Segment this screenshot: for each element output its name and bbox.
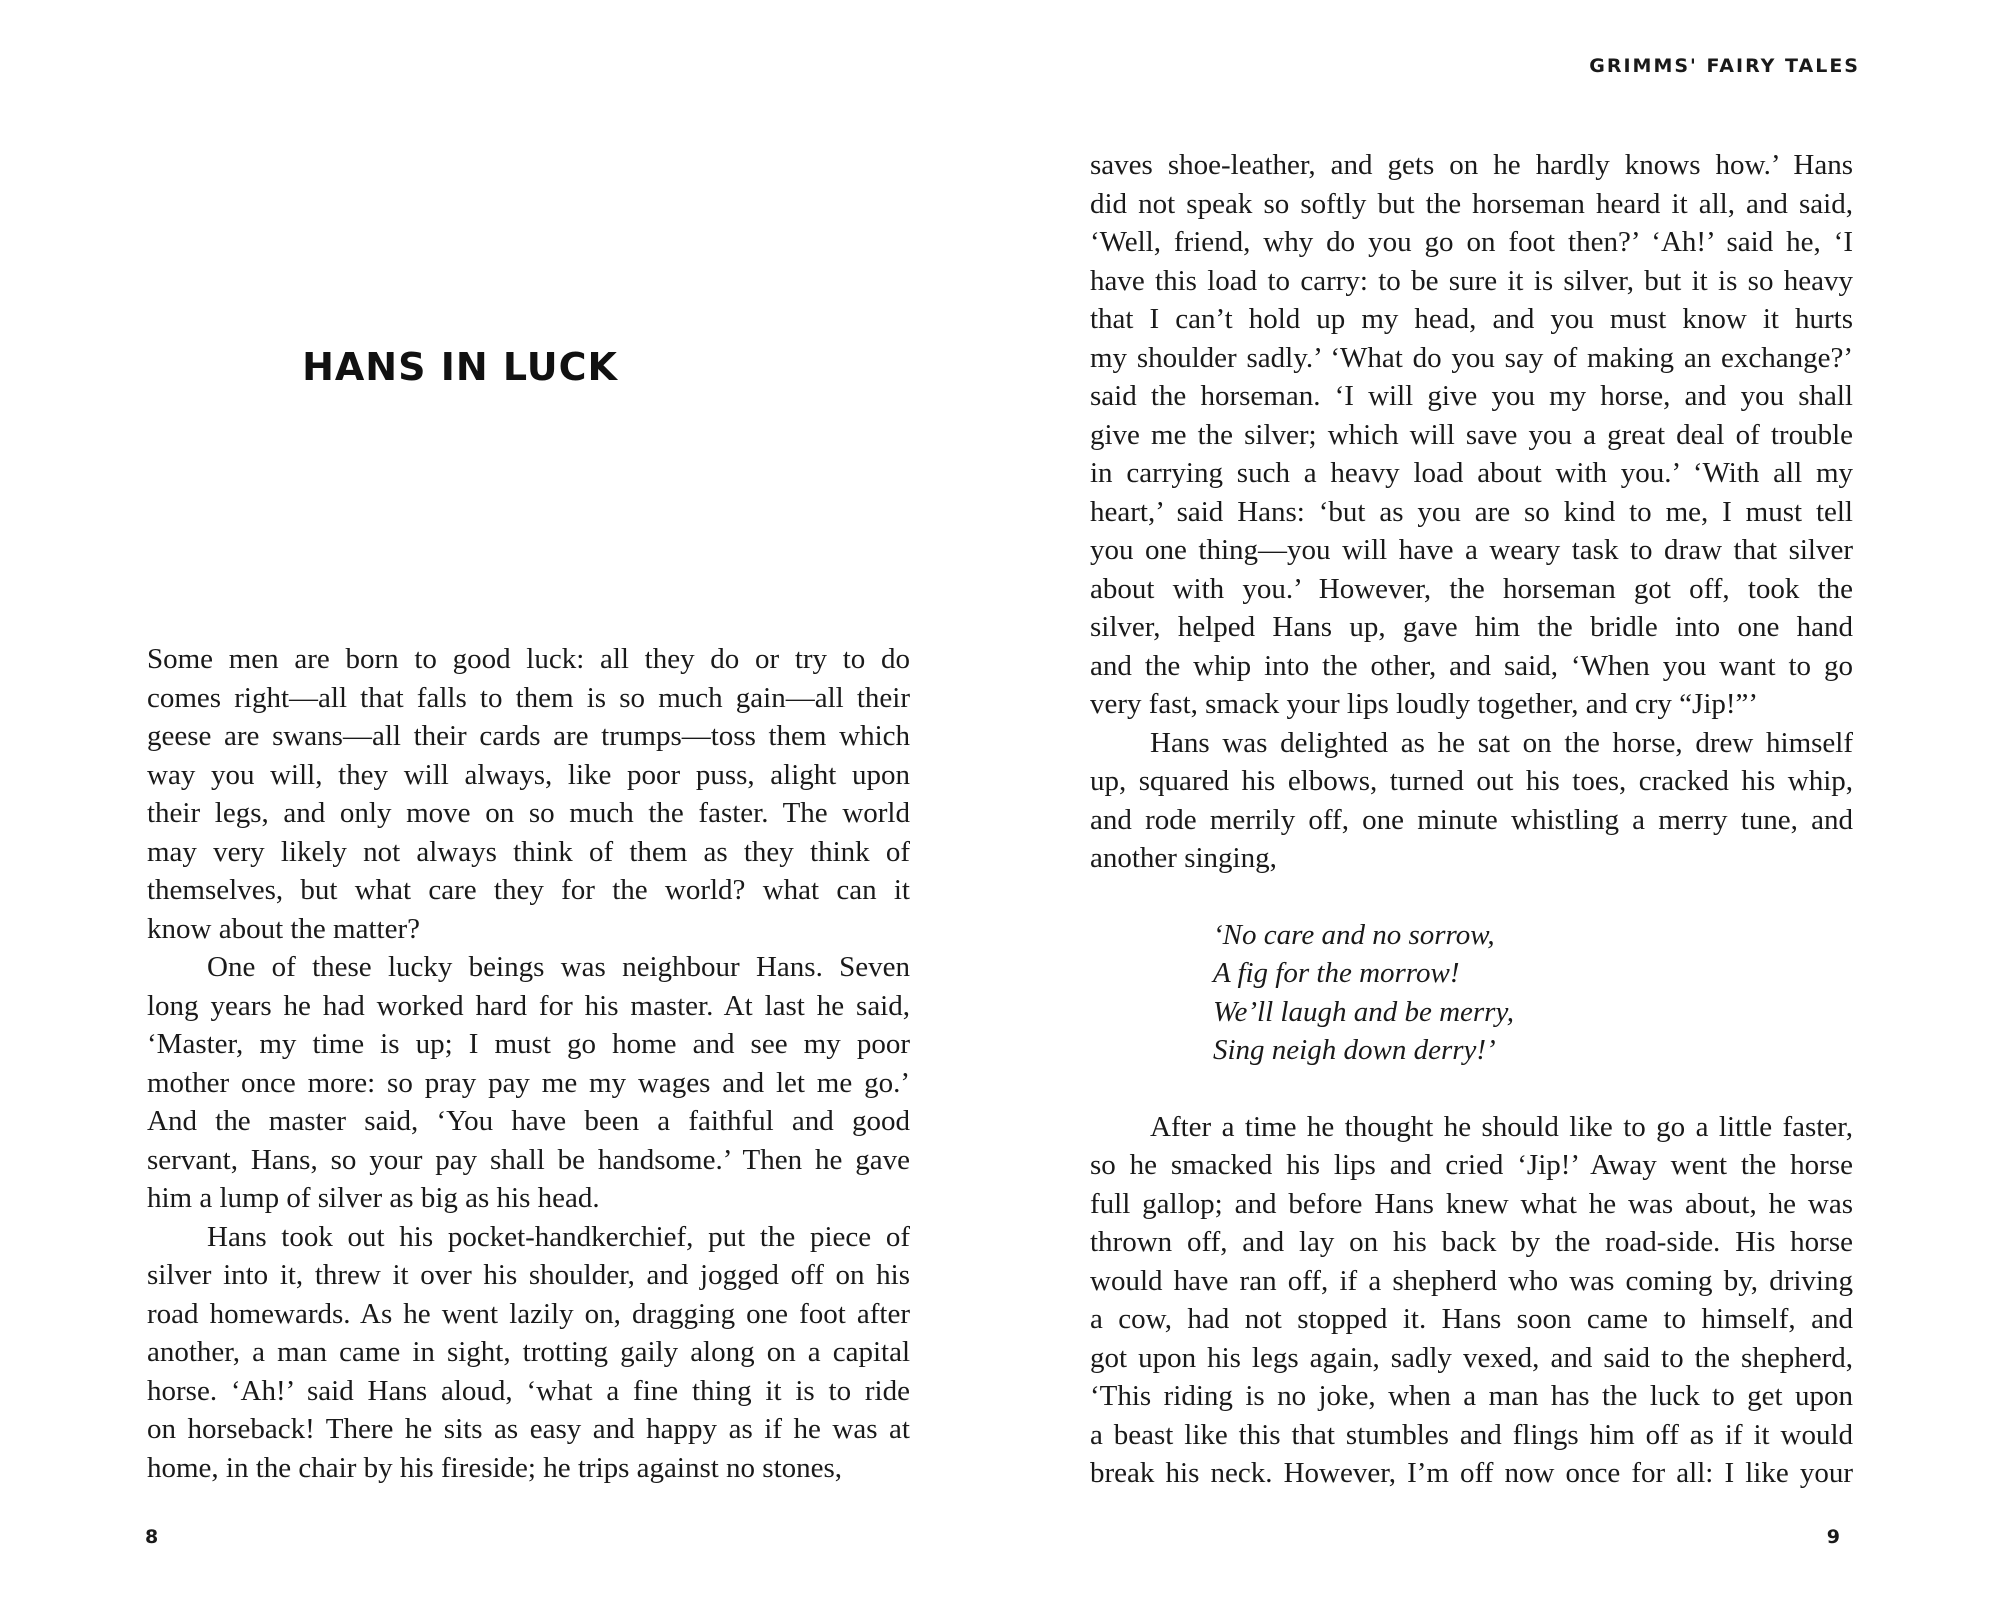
verse-line: A fig for the morrow! bbox=[1213, 957, 1460, 989]
text-line: know about the matter? bbox=[147, 912, 420, 945]
text-line: a cow, had not stopped it. Hans soon came to himself, and bbox=[1090, 1303, 1853, 1335]
text-line: a beast like this that stumbles and flings him off as if it would bbox=[1090, 1418, 1853, 1451]
text-line: give me the silver; which will save you a great deal of trouble bbox=[1090, 418, 1853, 451]
text-line: mother once more: so pray pay me my wages and let me go.’ bbox=[147, 1066, 910, 1099]
text-line: And the master said, ‘You have been a faithful and good bbox=[147, 1105, 910, 1137]
right-page-text bbox=[1090, 146, 1853, 1493]
running-head: GRIMMS' FAIRY TALES bbox=[1589, 55, 1860, 77]
text-line: Hans took out his pocket-handkerchief, put the piece of bbox=[207, 1220, 910, 1253]
text-line: ‘Well, friend, why do you go on foot then?’ ‘Ah!’ said he, ‘I bbox=[1090, 226, 1853, 258]
left-page-text bbox=[147, 640, 910, 1487]
text-line: Some men are born to good luck: all they do or try to do bbox=[147, 643, 910, 675]
text-line: saves shoe-leather, and gets on he hardly knows how.’ Hans bbox=[1090, 149, 1853, 181]
right-text-part-1 bbox=[1090, 146, 1853, 878]
text-line: horse. ‘Ah!’ said Hans aloud, ‘what a fine thing it is to ride bbox=[147, 1374, 910, 1407]
text-line: ‘This riding is no joke, when a man has the luck to get upon bbox=[1090, 1380, 1853, 1412]
text-line: comes right—all that falls to them is so much gain—all their bbox=[147, 681, 910, 714]
text-line: have this load to carry: to be sure it is silver, but it is so heavy bbox=[1090, 264, 1853, 297]
text-line: full gallop; and before Hans knew what he was about, he was bbox=[1090, 1187, 1853, 1220]
text-line: about with you.’ However, the horseman got off, took the bbox=[1090, 572, 1853, 605]
text-line: up, squared his elbows, turned out his toes, cracked his whip, bbox=[1090, 765, 1853, 797]
text-line: did not speak so softly but the horseman heard it all, and said, bbox=[1090, 187, 1853, 220]
text-line: ‘Master, my time is up; I must go home and see my poor bbox=[147, 1028, 910, 1060]
text-line: silver, helped Hans up, gave him the bridle into one hand bbox=[1090, 611, 1853, 643]
text-line: home, in the chair by his fireside; he trips against no stones, bbox=[147, 1451, 843, 1484]
text-line: thrown off, and lay on his back by the road-side. His horse bbox=[1090, 1226, 1853, 1258]
text-line: break his neck. However, I’m off now once for all: I like your bbox=[1090, 1457, 1853, 1489]
text-line: said the horseman. ‘I will give you my horse, and you shall bbox=[1090, 380, 1853, 412]
text-line: heart,’ said Hans: ‘but as you are so kind to me, I must tell bbox=[1090, 495, 1853, 528]
text-line: on horseback! There he sits as easy and happy as if he was at bbox=[147, 1413, 910, 1445]
text-line: and rode merrily off, one minute whistling a merry tune, and bbox=[1090, 803, 1853, 836]
text-line: long years he had worked hard for his master. At last he said, bbox=[147, 989, 910, 1022]
right-page bbox=[1000, 0, 2000, 1608]
chapter-title: HANS IN LUCK bbox=[302, 345, 618, 389]
page-number-left: 8 bbox=[145, 1526, 159, 1548]
verse-line: We’ll laugh and be merry, bbox=[1213, 995, 1514, 1028]
text-line: road homewards. As he went lazily on, dragging one foot after bbox=[147, 1297, 910, 1330]
verse-line: Sing neigh down derry!’ bbox=[1213, 1034, 1496, 1066]
text-line: geese are swans—all their cards are trumps—toss them which bbox=[147, 720, 910, 752]
text-line: After a time he thought he should like to go a little faster, bbox=[1150, 1110, 1853, 1143]
text-line: that I can’t hold up my head, and you must know it hurts bbox=[1090, 303, 1853, 335]
text-line: got upon his legs again, sadly vexed, and said to the shepherd, bbox=[1090, 1341, 1853, 1374]
text-line: so he smacked his lips and cried ‘Jip!’ Away went the horse bbox=[1090, 1149, 1853, 1181]
text-line: him a lump of silver as big as his head. bbox=[147, 1182, 600, 1214]
text-line: would have ran off, if a shepherd who was coming by, driving bbox=[1090, 1264, 1853, 1297]
page-number-right: 9 bbox=[1826, 1526, 1840, 1548]
song-verse bbox=[1090, 916, 1853, 1070]
text-line: another, a man came in sight, trotting gaily along on a capital bbox=[147, 1336, 910, 1368]
text-line: may very likely not always think of them as they think of bbox=[147, 835, 910, 868]
text-line: you one thing—you will have a weary task to draw that silver bbox=[1090, 534, 1853, 566]
text-line: One of these lucky beings was neighbour Hans. Seven bbox=[207, 951, 910, 983]
text-line: their legs, and only move on so much the faster. The world bbox=[147, 797, 910, 829]
text-line: my shoulder sadly.’ ‘What do you say of making an exchange?’ bbox=[1090, 341, 1853, 374]
text-line: another singing, bbox=[1090, 842, 1277, 874]
text-line: and the whip into the other, and said, ‘When you want to go bbox=[1090, 649, 1853, 682]
right-text-part-2 bbox=[1090, 1108, 1853, 1493]
text-line: very fast, smack your lips loudly together, and cry “Jip!”’ bbox=[1090, 688, 1759, 720]
text-line: servant, Hans, so your pay shall be handsome.’ Then he gave bbox=[147, 1143, 910, 1176]
text-line: silver into it, threw it over his shoulder, and jogged off on his bbox=[147, 1259, 910, 1291]
text-line: themselves, but what care they for the world? what can it bbox=[147, 874, 910, 906]
verse-line: ‘No care and no sorrow, bbox=[1213, 918, 1495, 951]
text-line: way you will, they will always, like poor puss, alight upon bbox=[147, 758, 910, 791]
text-line: in carrying such a heavy load about with you.’ ‘With all my bbox=[1090, 457, 1853, 489]
text-line: Hans was delighted as he sat on the horse, drew himself bbox=[1150, 726, 1853, 759]
